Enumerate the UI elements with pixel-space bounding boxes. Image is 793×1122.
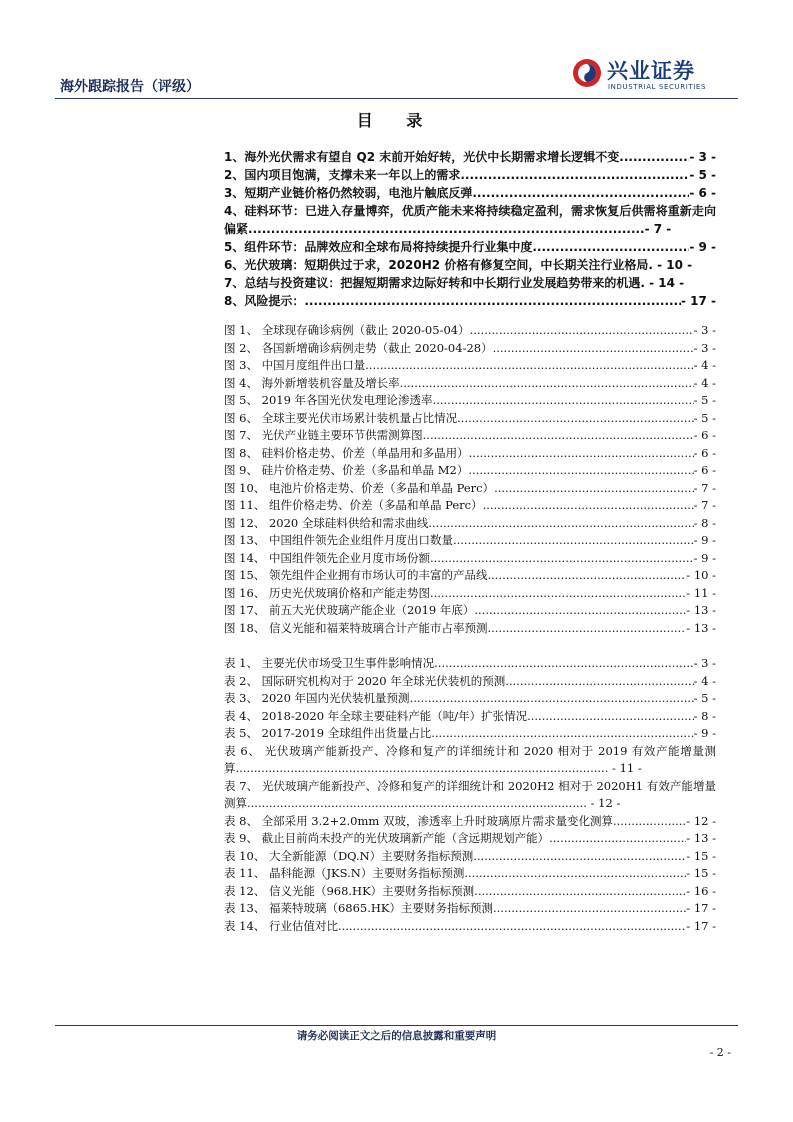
toc-page-number: - 13 -: [686, 620, 716, 635]
toc-page-number: - 3 -: [689, 150, 716, 164]
toc-page-number: - 4 -: [693, 358, 716, 372]
toc-page-number: - 17 -: [686, 901, 716, 915]
toc-section-label: 4、硅料环节：已进入存量博弈，优质产能未来将持续稳定盈利，需求恢复后供需将重新走向偏紧: [224, 204, 716, 236]
toc-section-label: 8、风险提示：: [224, 294, 305, 308]
toc-figure-label: 图 11、 组件价格走势、价差（多晶和单晶 Perc）: [224, 498, 483, 512]
toc-table-9[interactable]: [224, 830, 716, 848]
toc-figure-label: 图 17、 前五大光伏玻璃产能企业（2019 年底）: [224, 603, 475, 617]
page-number: - 2 -: [709, 1046, 731, 1059]
toc-figure-label: 图 14、 中国组件领先企业月度市场份额: [224, 550, 430, 565]
logo-english-name: INDUSTRIAL SECURITIES: [608, 83, 706, 91]
toc-page-number: - 11 -: [612, 761, 642, 775]
toc-figure-label: 图 2、 各国新增确诊病例走势（截止 2020-04-28）: [224, 340, 493, 355]
toc-page-number: - 12 -: [686, 813, 716, 828]
toc-table-label: 表 11、 晶科能源（JKS.N）主要财务指标预测: [224, 866, 465, 880]
footer-rule: [55, 1025, 738, 1026]
toc-section-6[interactable]: 6、光伏玻璃：短期供过于求，2020H2 价格有修复空间，中长期关注行业格局. - 10 -: [224, 258, 693, 272]
toc-table-2[interactable]: [224, 673, 716, 691]
toc-page-number: - 7 -: [693, 480, 716, 495]
toc-page-number: - 6 -: [689, 186, 716, 200]
toc-page-number: - 15 -: [686, 848, 716, 863]
header-rule: [55, 98, 738, 99]
toc-page-number: - 5 -: [693, 393, 716, 407]
toc-section-1[interactable]: [224, 148, 716, 166]
toc-table-label: 表 5、 2017-2019 全球组件出货量占比: [224, 726, 432, 740]
toc-figure-3[interactable]: [224, 357, 716, 375]
toc-page-number: - 14 -: [649, 276, 685, 290]
toc-page-number: - 8 -: [693, 515, 716, 530]
toc-page-number: - 17 -: [680, 294, 716, 308]
toc-table-1[interactable]: [224, 655, 716, 673]
toc-section-label: 2、国内项目饱满，支撑未来一年以上的需求: [224, 168, 461, 182]
toc-table-label: 表 3、 2020 年国内光伏装机量预测: [224, 691, 410, 705]
company-logo: [572, 55, 732, 95]
toc-table-11[interactable]: [224, 865, 716, 883]
toc-figure-1[interactable]: [224, 322, 716, 340]
toc-figure-6[interactable]: [224, 410, 716, 428]
toc-section-8[interactable]: [224, 292, 716, 310]
toc-page-number: - 7 -: [693, 498, 716, 512]
toc-figure-7[interactable]: [224, 427, 716, 445]
toc-page-number: - 3 -: [693, 656, 716, 670]
toc-page-number: - 8 -: [693, 708, 716, 723]
toc-page-number: - 4 -: [693, 375, 716, 390]
toc-figure-11[interactable]: [224, 497, 716, 515]
toc-page-number: - 10 -: [657, 258, 693, 272]
toc-table-label: 表 2、 国际研究机构对于 2020 年全球光伏装机的预测: [224, 673, 506, 688]
toc-table-4[interactable]: [224, 708, 716, 726]
toc-table-label: 表 6、 光伏玻璃产能新投产、冷修和复产的详细统计和 2020 相对于 2019 有效产能增量测算: [224, 743, 716, 775]
toc-page-number: - 17 -: [686, 918, 716, 933]
toc-page-number: - 7 -: [644, 222, 672, 236]
toc-page-number: - 16 -: [686, 883, 716, 898]
toc-figure-14[interactable]: [224, 550, 716, 568]
table-of-contents: [224, 148, 716, 935]
toc-figure-5[interactable]: [224, 392, 716, 410]
toc-table-6[interactable]: 表 6、 光伏玻璃产能新投产、冷修和复产的详细统计和 2020 相对于 2019 有效产能增量测算...................................................................................................... - 11 -: [224, 743, 716, 775]
toc-table-label: 表 8、 全部采用 3.2+2.0mm 双玻，渗透率上升时玻璃原片需求量变化测算: [224, 813, 613, 828]
toc-table-label: 表 9、 截止目前尚未投产的光伏玻璃新产能（含远期规划产能）: [224, 831, 550, 845]
toc-table-7[interactable]: 表 7、 光伏玻璃产能新投产、冷修和复产的详细统计和 2020H2 相对于 2020H1 有效产能增量测算............................................................................................. - 12 -: [224, 778, 716, 810]
toc-page-number: - 9 -: [693, 550, 716, 565]
logo-mark-icon: [572, 58, 602, 88]
toc-section-label: 5、组件环节：品牌效应和全球布局将持续提升行业集中度: [224, 240, 533, 254]
toc-table-label: 表 7、 光伏玻璃产能新投产、冷修和复产的详细统计和 2020H2 相对于 2020H1 有效产能增量测算: [224, 778, 716, 810]
toc-figure-label: 图 16、 历史光伏玻璃价格和产能走势图: [224, 585, 430, 600]
toc-table-label: 表 12、 信义光能（968.HK）主要财务指标预测: [224, 883, 475, 898]
toc-page-number: - 6 -: [693, 428, 716, 442]
toc-figure-13[interactable]: [224, 532, 716, 550]
toc-title: 目 录: [356, 111, 437, 130]
toc-figure-18[interactable]: [224, 620, 716, 638]
toc-page-number: - 9 -: [693, 726, 716, 740]
toc-table-12[interactable]: [224, 883, 716, 901]
toc-table-3[interactable]: [224, 690, 716, 708]
toc-section-label: 6、光伏玻璃：短期供过于求，2020H2 价格有修复空间，中长期关注行业格局: [224, 258, 649, 272]
logo-chinese-name: 兴业证券: [607, 59, 695, 83]
toc-page-number: - 6 -: [693, 445, 716, 460]
toc-section-label: 3、短期产业链价格仍然较弱，电池片触底反弹: [224, 186, 473, 200]
toc-table-label: 表 1、 主要光伏市场受卫生事件影响情况: [224, 656, 435, 670]
toc-page-number: - 5 -: [693, 691, 716, 705]
toc-figure-17[interactable]: [224, 602, 716, 620]
toc-section-label: 7、总结与投资建议：把握短期需求边际好转和中长期行业发展趋势带来的机遇: [224, 276, 641, 290]
toc-figure-label: 图 13、 中国组件领先企业组件月度出口数量: [224, 533, 453, 547]
toc-table-13[interactable]: [224, 900, 716, 918]
toc-section-2[interactable]: [224, 166, 716, 184]
toc-figure-label: 图 10、 电池片价格走势、价差（多晶和单晶 Perc）: [224, 480, 495, 495]
toc-table-8[interactable]: [224, 813, 716, 831]
toc-figure-label: 图 8、 硅料价格走势、价差（单晶用和多晶用）: [224, 445, 469, 460]
toc-section-3[interactable]: [224, 184, 716, 202]
toc-page-number: - 12 -: [590, 796, 621, 810]
footer-disclaimer: 请务必阅读正文之后的信息披露和重要声明: [296, 1030, 497, 1042]
toc-figure-label: 图 1、 全球现存确诊病例（截止 2020-05-04）: [224, 323, 470, 337]
toc-figure-label: 图 6、 全球主要光伏市场累计装机量占比情况: [224, 410, 458, 425]
toc-page-number: - 4 -: [693, 673, 716, 688]
toc-page-number: - 5 -: [689, 168, 716, 182]
toc-table-label: 表 10、 大全新能源（DQ.N）主要财务指标预测: [224, 848, 474, 863]
toc-figure-2[interactable]: [224, 340, 716, 358]
toc-figure-4[interactable]: [224, 375, 716, 393]
toc-table-10[interactable]: [224, 848, 716, 866]
toc-section-label: 1、海外光伏需求有望自 Q2 末前开始好转，光伏中长期需求增长逻辑不变: [224, 150, 620, 164]
toc-page-number: - 15 -: [686, 866, 716, 880]
toc-table-label: 表 4、 2018-2020 年全球主要硅料产能（吨/年）扩张情况: [224, 708, 528, 723]
toc-figure-label: 图 7、 光伏产业链主要环节供需测算图: [224, 428, 423, 442]
toc-page-number: - 9 -: [693, 533, 716, 547]
toc-page-number: - 10 -: [686, 568, 716, 582]
toc-page-number: - 6 -: [693, 463, 716, 477]
toc-page-number: - 11 -: [686, 585, 716, 600]
toc-section-4[interactable]: 4、硅料环节：已进入存量博弈，优质产能未来将持续稳定盈利，需求恢复后供需将重新走向偏紧.......................................................................................- 7 -: [224, 204, 716, 236]
toc-figure-label: 图 18、 信义光能和福莱特玻璃合计产能市占率预测: [224, 620, 488, 635]
toc-table-14[interactable]: [224, 918, 716, 936]
toc-figure-label: 图 15、 领先组件企业拥有市场认可的丰富的产品线: [224, 568, 488, 582]
toc-figure-15[interactable]: [224, 567, 716, 585]
toc-table-label: 表 14、 行业估值对比: [224, 918, 338, 933]
toc-figure-label: 图 3、 中国月度组件出口量: [224, 358, 366, 372]
toc-figure-label: 图 9、 硅片价格走势、价差（多晶和单晶 M2）: [224, 463, 469, 477]
toc-section-5[interactable]: [224, 238, 716, 256]
toc-figure-label: 图 5、 2019 年各国光伏发电理论渗透率: [224, 393, 433, 407]
toc-page-number: - 13 -: [686, 831, 716, 845]
toc-figure-16[interactable]: [224, 585, 716, 603]
toc-figure-label: 图 4、 海外新增装机容量及增长率: [224, 375, 400, 390]
report-type-heading: 海外跟踪报告（评级）: [60, 79, 200, 95]
toc-table-5[interactable]: [224, 725, 716, 743]
toc-figure-8[interactable]: [224, 445, 716, 463]
toc-page-number: - 9 -: [689, 240, 716, 254]
toc-figure-12[interactable]: [224, 515, 716, 533]
toc-figure-9[interactable]: [224, 462, 716, 480]
toc-page-number: - 5 -: [693, 410, 716, 425]
toc-page-number: - 3 -: [693, 340, 716, 355]
toc-figure-10[interactable]: [224, 480, 716, 498]
toc-section-7[interactable]: 7、总结与投资建议：把握短期需求边际好转和中长期行业发展趋势带来的机遇. - 14 -: [224, 276, 685, 290]
toc-table-label: 表 13、 福莱特玻璃（6865.HK）主要财务指标预测: [224, 901, 493, 915]
toc-page-number: - 13 -: [686, 603, 716, 617]
toc-figure-label: 图 12、 2020 全球硅料供给和需求曲线: [224, 515, 429, 530]
toc-page-number: - 3 -: [693, 323, 716, 337]
